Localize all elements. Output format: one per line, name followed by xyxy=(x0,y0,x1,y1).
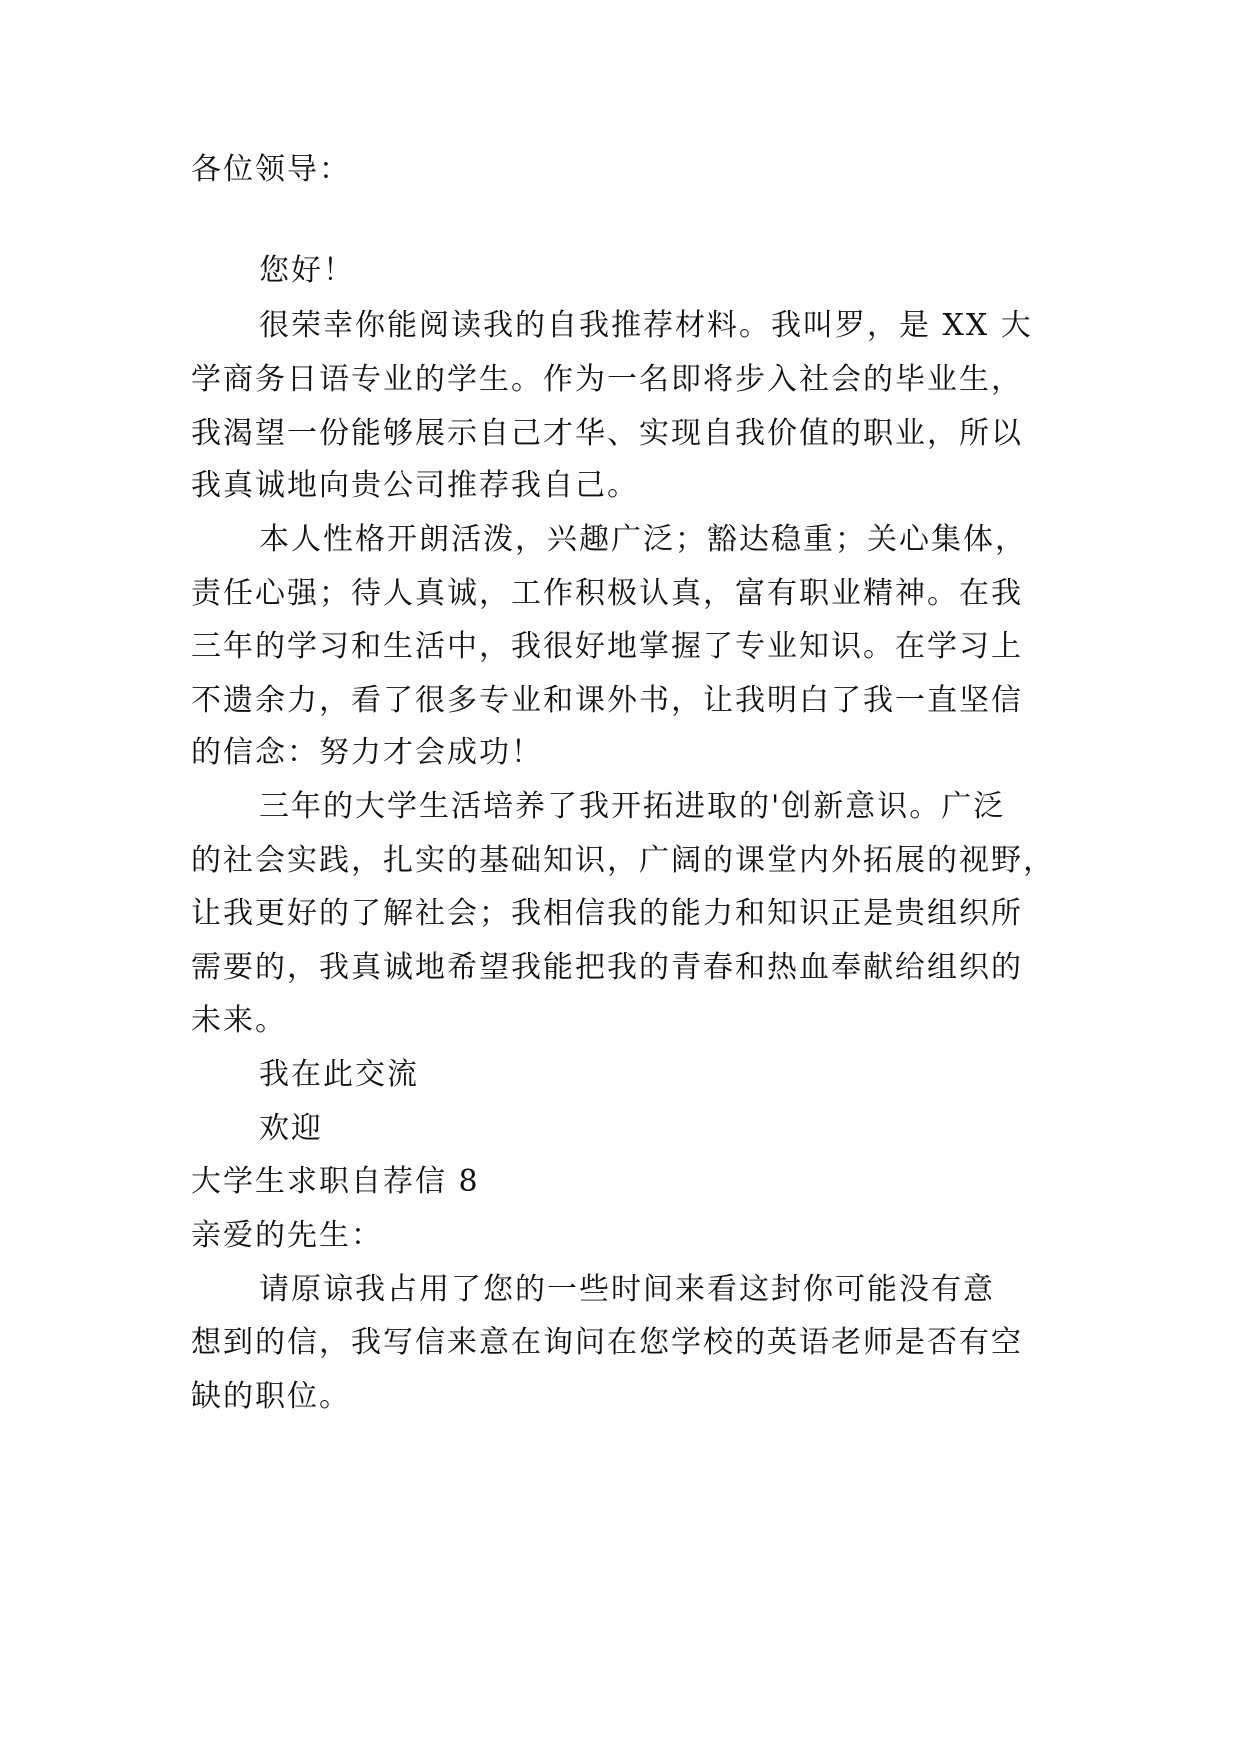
paragraph-line: 三年的大学生活培养了我开拓进取的'创新意识。广泛 xyxy=(259,789,1006,824)
paragraph-line: 本人性格开朗活泼，兴趣广泛；豁达稳重；关心集体， xyxy=(259,522,1027,557)
paragraph-line: 不遗余力，看了很多专业和课外书，让我明白了我一直坚信 xyxy=(191,683,1023,718)
paragraph-line: 需要的，我真诚地希望我能把我的青春和热血奉献给组织的 xyxy=(191,950,1023,985)
paragraph-line: 的社会实践，扎实的基础知识，广阔的课堂内外拓展的视野， xyxy=(191,843,1055,878)
salutation-2: 亲爱的先生： xyxy=(191,1218,383,1253)
salutation: 各位领导： xyxy=(191,152,351,187)
paragraph-line: 我渴望一份能够展示自己才华、实现自我价值的职业，所以 xyxy=(191,416,1023,451)
paragraph-line: 我真诚地向贵公司推荐我自己。 xyxy=(191,468,639,503)
paragraph-line: 想到的信，我写信来意在询问在您学校的英语老师是否有空 xyxy=(191,1325,1023,1360)
closing-line-1: 我在此交流 xyxy=(259,1057,419,1092)
paragraph-line: 让我更好的了解社会；我相信我的能力和知识正是贵组织所 xyxy=(191,896,1023,931)
paragraph-line: 很荣幸你能阅读我的自我推荐材料。我叫罗，是 XX 大 xyxy=(259,308,1033,343)
paragraph-line: 学商务日语专业的学生。作为一名即将步入社会的毕业生， xyxy=(191,362,1023,397)
greeting: 您好！ xyxy=(259,253,355,288)
paragraph-line: 请原谅我占用了您的一些时间来看这封你可能没有意 xyxy=(259,1272,995,1307)
paragraph-line: 的信念：努力才会成功！ xyxy=(191,735,543,770)
paragraph-line: 责任心强；待人真诚，工作积极认真，富有职业精神。在我 xyxy=(191,576,1023,611)
paragraph-line: 三年的学习和生活中，我很好地掌握了专业知识。在学习上 xyxy=(191,629,1023,664)
section-title: 大学生求职自荐信 8 xyxy=(191,1164,480,1199)
closing-line-2: 欢迎 xyxy=(259,1111,323,1146)
paragraph-line: 未来。 xyxy=(191,1003,287,1038)
paragraph-line: 缺的职位。 xyxy=(191,1379,351,1414)
